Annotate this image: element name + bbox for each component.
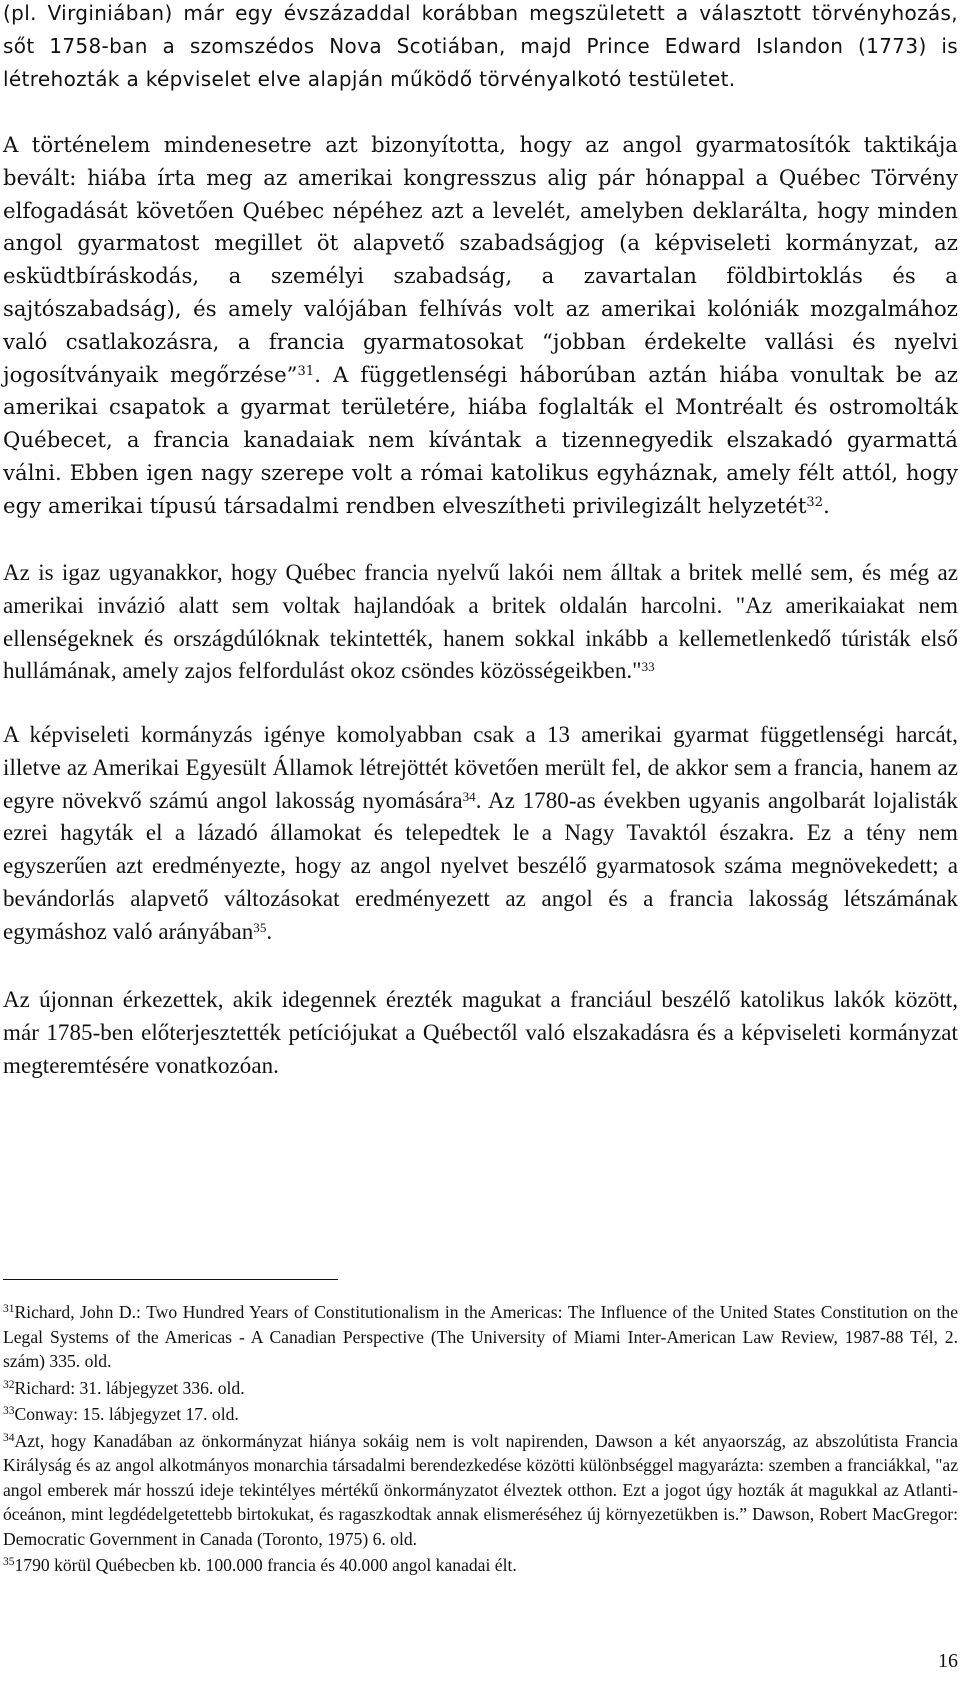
footnote-number: 33 [3,1405,15,1417]
footnote-number: 35 [3,1556,15,1568]
footnote-text: 1790 körül Québecben kb. 100.000 francia és 40.000 angol kanadai élt. [14,1555,517,1575]
footnote-35 [3,1553,958,1578]
text-run: Az is igaz ugyanakkor, hogy Québec francia nyelvű lakói nem álltak a britek mellé sem, és még az amerikai invázió alatt sem voltak hajlandóak a britek oldalán harcolni. "Az amerikaiakat nem ellenségeknek és országdúlóknak tekintették, hanem sokkal inkább a kellemetlenkedő túristák első hullámának, amely zajos felfordulást okoz csöndes közösségeikben." [3,560,958,684]
paragraph-5 [3,984,958,1082]
text-run: A történelem mindenesetre azt bizonyította, hogy az angol gyarmatosítók taktikája bevált: hiába írta meg az amerikai kongresszus alig pár hónappal a Québec Törvény elfogadását követően Québec népéhez azt a levelét, amelyben deklarálta, hogy minden angol gyarmatost megillet öt alapvető szabadságjog (a képviseleti kormányzat, az esküdtbíráskodás, a személyi szabadság, a zavartalan földbirtoklás és a sajtószabadság), és amely valójában felhívás volt az amerikai kolóniák mozgalmához való csatlakozásra, a francia gyarmatosokat “jobban érdekelte vallási és nyelvi jogosítványaik megőrzése” [3,132,958,387]
footnote-ref-35[interactable]: 35 [253,919,267,935]
paragraph-text: (pl. Virginiában) már egy évszázaddal korábban megszületett a választott törvényhozás, sőt 1758-ban a szomszédos Nova Scotiában, majd Prince Edward Islandon (1773) is létrehozták a képviselet elve alapján működő törvényalkotó testületet. [3,1,958,91]
footnote-number: 31 [3,1303,15,1315]
footnote-32 [3,1376,958,1401]
footnote-34 [3,1429,958,1552]
paragraph-text [3,129,958,523]
footnote-text: Richard: 31. lábjegyzet 336. old. [14,1377,245,1398]
text-run: A képviseleti kormányzás igénye komolyabban csak a 13 amerikai gyarmat függetlenségi harcát, illetve az Amerikai Egyesült Államok létrejöttét követően merült fel, de akkor sem a francia, hanem az egyre növekvő számú angol lakosság nyomására [3,722,958,813]
paragraph-continuation [3,0,958,95]
footnote-31 [3,1300,958,1374]
paragraph-3 [3,557,958,688]
page-number: 16 [938,1650,958,1672]
footnote-text: Conway: 15. lábjegyzet 17. old. [14,1404,239,1424]
footnote-ref-34[interactable]: 34 [462,788,476,804]
footnote-separator [3,1279,338,1280]
paragraph-text [3,719,958,949]
text-run: . [823,492,830,518]
paragraph-text [3,557,958,688]
paragraph-text: Az újonnan érkezettek, akik idegennek érezték magukat a franciául beszélő katolikus lakók között, már 1785-ben előterjesztették petíciójukat a Québectől való elszakadásra és a képviseleti kormányzat megteremtésére vonatkozóan. [3,987,958,1078]
text-run: . Az 1780-as években ugyanis angolbarát lojalisták ezrei hagyták el a lázadó államokat és telepedtek le a Nagy Tavaktól északra. Ez a tény nem egyszerűen azt eredményezte, hogy az angol nyelvet beszélő gyarmatosok száma megnövekedett; a bevándorlás alapvető változásokat eredményezett az angol és a francia lakosság létszámának egymáshoz való arányában [3,787,958,944]
footnote-number: 32 [3,1378,15,1391]
footnote-ref-33[interactable]: 33 [641,659,655,675]
footnote-ref-32[interactable]: 32 [806,494,824,510]
footnote-text: Azt, hogy Kanadában az önkormányzat hiánya sokáig nem is volt napirenden, Dawson a két anyaország, az abszolútista Francia Királyság és az angol alkotmányos monarchia társadalmi berendezkedése közötti különbséggel magyarázta: szemben a franciákkal, "az angol emberek már hosszú ideje tekintélyes mértékű önkormányzatot élveztek otthon. Ezt a jogot úgy hozták át magukkal az Atlanti-óceánon, mint legdédelgetettebb birtokukat, és ragaszkodtak annak elismeréséhez új környezetükben is.” Dawson, Robert MacGregor: Democratic Government in Canada (Toronto, 1975) 6. old. [3,1430,958,1549]
footnotes [3,1300,958,1580]
footnote-number: 34 [3,1431,15,1444]
footnote-text: Richard, John D.: Two Hundred Years of Constitutionalism in the Americas: The Influence of the United States Constitution on the Legal Systems of the Americas - A Canadian Perspective (The University of Miami Inter-American Law Review, 1987-88 Tél, 2. szám) 335. old. [3,1302,958,1371]
text-run: . A függetlenségi háborúban aztán hiába vonultak be az amerikai csapatok a gyarmat területére, hiába foglalták el Montréalt és ostromolták Québecet, a francia kanadaiak nem kívántak a tizennegyedik elszakadó gyarmattá válni. Ebben igen nagy szerepe volt a római katolikus egyháznak, amely félt attól, hogy egy amerikai típusú társadalmi rendben elveszítheti privilegizált helyzetét [3,361,958,518]
text-run: . [266,918,273,944]
footnote-ref-31[interactable]: 31 [297,363,315,379]
paragraph-4 [3,719,958,949]
paragraph-2 [3,129,958,523]
footnote-33 [3,1402,958,1427]
